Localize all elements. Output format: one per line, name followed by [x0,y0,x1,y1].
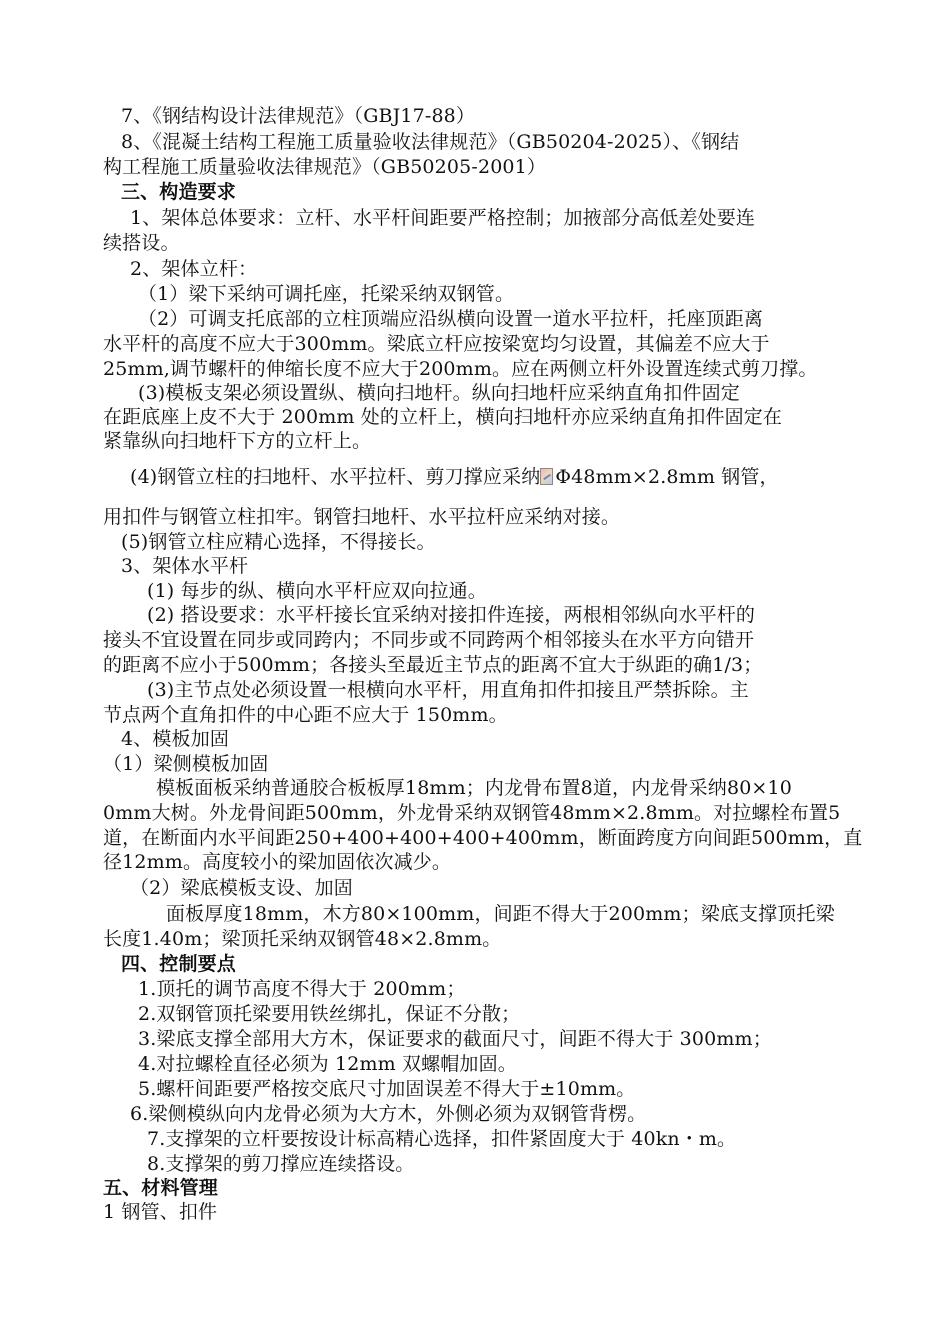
section-heading: 三、构造要求 [121,181,236,203]
text-line: (1) 每步的纵、横向水平杆应双向拉通。 [147,580,487,602]
text-line: 接头不宜设置在同步或同跨内；不同步或不同跨两个相邻接头在水平方向错开 [103,629,755,651]
text-line: 的距离不应小于500mm；各接头至最近主节点的距离不宜大于纵距的确1/3； [103,654,763,676]
text-line: 模板面板采纳普通胶合板板厚18mm；内龙骨布置8道，内龙骨采纳80×10 [156,777,792,799]
text-line: 3.梁底支撑全部用大方木，保证要求的截面尺寸，间距不得大于 300mm； [138,1028,772,1050]
text-line: 2.双钢管顶托梁要用铁丝绑扎，保证不分散； [138,1003,521,1025]
text-line: （2）可调支托底部的立柱顶端应沿纵横向设置一道水平拉杆，托座顶距离 [138,308,764,330]
text-line: 5.螺杆间距要严格按交底尺寸加固误差不得大于±10mm。 [138,1078,636,1100]
text-line: 0mm大树。外龙骨间距500mm，外龙骨采纳双钢管48mm×2.8mm。对拉螺栓布置5 [103,802,841,824]
text-line: (3)主节点处必须设置一根横向水平杆，用直角扣件扣接且严禁拆除。主 [147,679,749,701]
text-line: 道，在断面内水平间距250+400+400+400+400mm，断面跨度方向间距500mm，直 [103,827,863,849]
text-line: 4.对拉螺栓直径必须为 12mm 双螺帽加固。 [138,1053,517,1075]
text-line: （2）梁底模板支设、加固 [130,877,353,899]
section-heading: 五、材料管理 [103,1177,218,1199]
text-line: 水平杆的高度不应大于300mm。梁底立杆应按梁宽均匀设置，其偏差不应大于 [103,333,770,355]
text-line: 25mm,调节螺杆的伸缩长度不应大于200mm。应在两侧立杆外设置连续式剪刀撑。 [103,358,818,380]
text-line: （1）梁下采纳可调托座，托梁采纳双钢管。 [138,283,515,305]
text-line: 3、架体水平杆 [121,555,249,577]
text-segment: (4)钢管立柱的扫地杆、水平拉杆、剪刀撑应采纳 [130,466,541,488]
text-line: 在距底座上皮不大于 200mm 处的立杆上，横向扫地杆亦应采纳直角扣件固定在 [103,406,783,428]
text-line: （1）梁侧模板加固 [103,753,269,775]
embedded-image-icon [540,468,553,485]
text-line: 8、《混凝土结构工程施工质量验收法律规范》（GB50204-2025）、《钢结 [121,131,740,153]
text-segment: Φ48mm×2.8mm 钢管， [555,466,779,488]
text-line: 7、《钢结构设计法律规范》（GBJ17-88） [121,105,476,127]
text-line: (5)钢管立柱应精心选择，不得接长。 [121,531,436,553]
text-line: 构工程施工质量验收法律规范》（GB50205-2001） [103,156,547,178]
text-line: 面板厚度18mm，木方80×100mm，间距不得大于200mm；梁底支撑顶托梁 [166,903,835,925]
text-line: 2、架体立杆： [130,258,258,280]
text-line [130,465,779,489]
text-line: 用扣件与钢管立柱扣牢。钢管扫地杆、水平拉杆应采纳对接。 [103,506,621,528]
text-line: 紧靠纵向扫地杆下方的立杆上。 [103,430,372,452]
text-line: 续搭设。 [103,232,180,254]
text-line: 7.支撑架的立杆要按设计标高精心选择，扣件紧固度大于 40kn・m。 [147,1128,737,1150]
text-line: 1 钢管、扣件 [103,1201,218,1223]
text-line: 6.梁侧模纵向内龙骨必须为大方木，外侧必须为双钢管背楞。 [130,1103,647,1125]
text-line: (3)模板支架必须设置纵、横向扫地杆。纵向扫地杆应采纳直角扣件固定 [138,382,740,404]
section-heading: 四、控制要点 [121,953,236,975]
text-line: 1、架体总体要求：立杆、水平杆间距要严格控制；加掖部分高低差处要连 [130,207,756,229]
text-line: 径12mm。高度较小的梁加固依次减少。 [103,851,452,873]
text-line: 长度1.40m；梁顶托采纳双钢管48×2.8mm。 [103,928,502,950]
text-line: 节点两个直角扣件的中心距不应大于 150mm。 [103,704,508,726]
text-line: 8.支撑架的剪刀撑应连续搭设。 [147,1153,415,1175]
text-line: 1.顶托的调节高度不得大于 200mm； [138,978,466,1000]
text-line: (2) 搭设要求：水平杆接长宜采纳对接扣件连接，两根相邻纵向水平杆的 [147,604,756,626]
text-line: 4、模板加固 [121,728,229,750]
